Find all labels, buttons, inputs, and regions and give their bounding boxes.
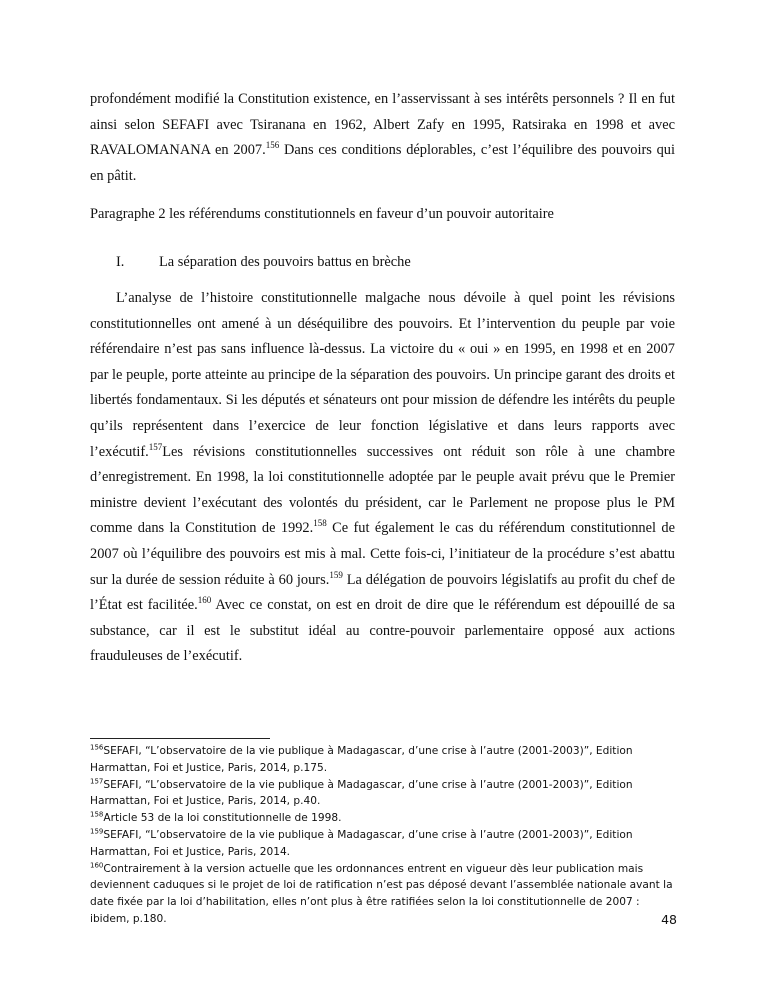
paragraph-text: Ce fut également le cas du référendum constitutionnel de 2007 où l’équilibre des pouvoirs est mis à mal. Cette fois-ci, l’initiateur de la procédure s’est abattu sur la durée de session réduite à 60 jours. xyxy=(90,520,675,588)
section-heading xyxy=(116,250,516,276)
footnote-ref-160[interactable]: 160 xyxy=(197,595,212,606)
section-number: I. xyxy=(116,254,125,270)
paragraph-text: Avec ce constat, on est en droit de dire que le référendum est dépouillé de sa substance, car il est le substitut idéal au contre-pouvoir parlementaire opposé aux actions frauduleuses de l’exécutif. xyxy=(90,597,675,665)
paragraph-continuation xyxy=(90,87,675,189)
footnote-separator xyxy=(90,738,270,739)
footnote-ref-157[interactable]: 157 xyxy=(148,441,163,452)
paragraph-text: Les révisions constitutionnelles successives ont réduit son rôle à une chambre d’enregistrement. En 1998, la loi constitutionnelle adoptée par le peuple avait prévu que le Premier ministre devient l’exécutant des volontés du président, car le Parlement ne propose plus le PM comme dans la Constitution de 1992. xyxy=(90,443,675,537)
footnote-text: SEFAFI, “L’observatoire de la vie publique à Madagascar, d’une crise à l’autre (2001-2003)”, Edition Harmattan, Foi et Justice, Paris, 2014, p.40. xyxy=(90,778,633,808)
page-number: 48 xyxy=(661,912,677,927)
footnote xyxy=(90,777,675,811)
footnote-number: 160 xyxy=(90,861,104,870)
main-paragraph xyxy=(90,286,675,670)
footnote-ref-156[interactable]: 156 xyxy=(265,140,280,151)
footnote xyxy=(90,861,675,928)
footnote-text: Article 53 de la loi constitutionnelle de 1998. xyxy=(103,812,342,825)
footnote-ref-158[interactable]: 158 xyxy=(313,518,327,529)
footnote-ref-159[interactable]: 159 xyxy=(329,569,343,580)
footnote-text: Contrairement à la version actuelle que les ordonnances entrent en vigueur dès leur publication mais deviennent caduques si le projet de loi de ratification n’est pas déposé devant l’assemblée nationale avant la date fixée par la loi d’habilitation, elles n’ont plus à être ratifiées selon la loi constitutionnelle de 2007 : ibidem, p.180. xyxy=(90,862,673,925)
paragraph-heading: Paragraphe 2 les référendums constitutionnels en faveur d’un pouvoir autoritaire xyxy=(90,206,554,222)
footnotes xyxy=(90,743,675,928)
paragraph-text: La délégation de pouvoirs législatifs au profit du chef de l’État est facilitée. xyxy=(90,571,675,614)
paragraph-text: Dans ces conditions déplorables, c’est l’équilibre des pouvoirs qui en pâtit. xyxy=(90,142,675,184)
footnote xyxy=(90,827,675,861)
paragraph-text: profondément modifié la Constitution existence, en l’asservissant à ses intérêts personnels ? Il en fut ainsi selon SEFAFI avec Tsiranana en 1962, Albert Zafy en 1995, Ratsiraka en 1998 et avec RAVALOMANANA en 2007. xyxy=(90,91,675,159)
paragraph-text: L’analyse de l’histoire constitutionnelle malgache nous dévoile à quel point les révisions constitutionnelles ont amené à un déséquilibre des pouvoirs. Et l’intervention du peuple par voie référendaire n’est pas sans influence là-dessus. La victoire du « oui » en 1995, en 1998 et en 2007 par le peuple, porte atteinte au principe de la séparation des pouvoirs. Un principe garant des droits et libertés fondamentaux. Si les députés et sénateurs ont pour mission de défendre les intérêts du peuple qu’ils représentent dans l’exercice de leur fonction législative et dans leurs rapports avec l’exécutif. xyxy=(90,290,675,460)
footnote-text: SEFAFI, “L’observatoire de la vie publique à Madagascar, d’une crise à l’autre (2001-2003)”, Edition Harmattan, Foi et Justice, Paris, 2014, p.175. xyxy=(90,745,633,774)
footnote-number: 156 xyxy=(90,743,104,752)
footnote xyxy=(90,810,675,827)
footnote-number: 159 xyxy=(90,827,104,836)
footnote-text: SEFAFI, “L’observatoire de la vie publique à Madagascar, d’une crise à l’autre (2001-2003)”, Edition Harmattan, Foi et Justice, Paris, 2014. xyxy=(90,828,633,858)
footnote xyxy=(90,743,675,777)
footnote-number: 157 xyxy=(90,777,104,786)
footnote-number: 158 xyxy=(90,810,104,819)
section-title: La séparation des pouvoirs battus en brèche xyxy=(159,254,411,270)
